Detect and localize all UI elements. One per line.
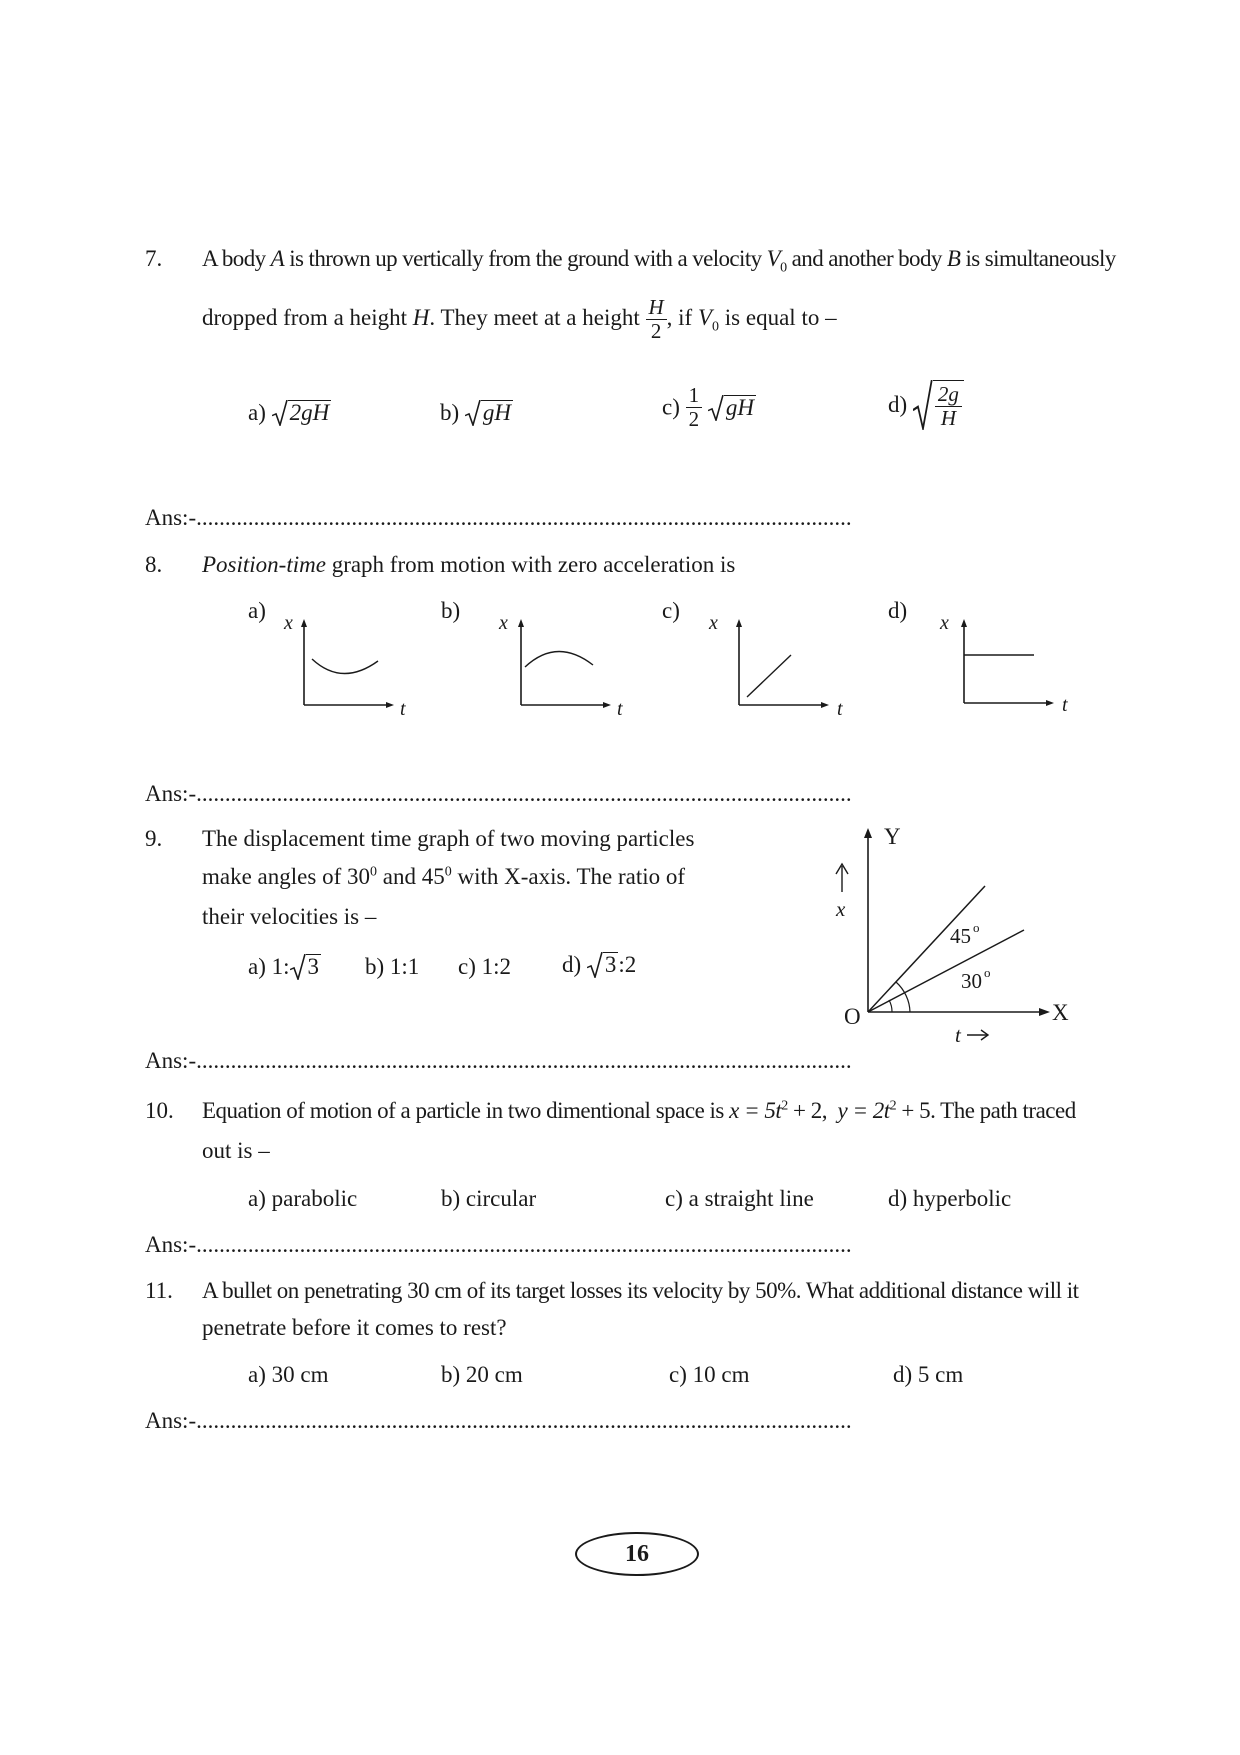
question-text-line-1: A bullet on penetrating 30 cm of its target losses its velocity by 50%. What additional distance will it: [202, 1278, 1079, 1303]
sqrt-symbol: gH: [708, 395, 756, 421]
option-b-label[interactable]: b): [441, 598, 461, 623]
question-number: 11.: [145, 1278, 173, 1303]
displacement-time-figure: [820, 822, 1080, 1042]
option-a[interactable]: a) 2gH: [248, 400, 330, 425]
angle-label-30: 30: [961, 969, 982, 993]
fraction-h-over-2: $\frac{H}{2}$: [646, 296, 667, 343]
degree-symbol: o: [973, 920, 980, 935]
axis-label-x: x: [284, 612, 293, 634]
page-number: 16: [575, 1532, 699, 1576]
answer-line: Ans:-..................................................................................................................: [145, 1048, 852, 1073]
option-c-label[interactable]: c): [662, 598, 680, 623]
option-c[interactable]: c) $\frac{1}{2}$ gH: [662, 383, 754, 432]
axis-label-t: t: [1062, 694, 1068, 715]
answer-line: Ans:-..................................................................................................................: [145, 505, 852, 530]
axis-label-Y: Y: [884, 824, 901, 849]
axis-label-t: t: [837, 698, 843, 715]
option-a[interactable]: a) 30 cm: [248, 1362, 329, 1387]
question-number: 8.: [145, 552, 163, 577]
axis-label-x: x: [836, 897, 846, 921]
question-number: 9.: [145, 826, 163, 851]
axis-label-t: t: [400, 698, 406, 715]
option-d[interactable]: d) $\frac{2g}{H}$: [888, 380, 964, 430]
axis-label-x: x: [940, 612, 949, 634]
option-c[interactable]: c) 1:2: [458, 954, 512, 979]
graph-d-horizontal-line: [930, 605, 1080, 715]
question-text-line-3: their velocities is –: [202, 904, 377, 929]
answer-line: Ans:-..................................................................................................................: [145, 781, 852, 806]
option-b[interactable]: b) 1:1: [365, 954, 420, 979]
degree-symbol: o: [984, 965, 991, 980]
question-text-line-1: Equation of motion of a particle in two dimentional space is $x = 5t^2 + 2$, $y = 2t^2 + 5$. The path traced: [202, 1098, 1076, 1123]
option-d[interactable]: d) 5 cm: [893, 1362, 964, 1387]
fraction-one-half: $\frac{1}{2}$: [686, 384, 703, 431]
question-text-line-1: The displacement time graph of two moving particles: [202, 826, 695, 851]
question-text-line-1: A body A is thrown up vertically from the ground with a velocity $V_0$ and another body B is simultaneously: [202, 246, 1116, 276]
answer-line: Ans:-..................................................................................................................: [145, 1408, 852, 1433]
option-b[interactable]: b) gH: [440, 400, 512, 425]
sqrt-symbol: [913, 380, 964, 430]
angle-label-45: 45: [950, 924, 971, 948]
graph-c-straight-line: [705, 605, 855, 715]
question-text-line-2: dropped from a height H. They meet at a height $\frac{H}{2}$ , if $V_0$ is equal to –: [202, 295, 837, 344]
sqrt-symbol: gH: [465, 400, 513, 426]
option-d-label[interactable]: d): [888, 598, 908, 623]
sqrt-symbol: 2gH: [272, 400, 332, 426]
sqrt-symbol: 3: [290, 954, 322, 980]
option-c[interactable]: c) 10 cm: [669, 1362, 750, 1387]
option-c[interactable]: c) a straight line: [665, 1186, 814, 1211]
question-number: 7.: [145, 246, 163, 271]
option-a[interactable]: a) 1: 3: [248, 954, 320, 979]
axis-label-x: x: [709, 612, 718, 634]
question-text: Position-time graph from motion with zero acceleration is: [202, 552, 736, 577]
option-a[interactable]: a) parabolic: [248, 1186, 358, 1211]
question-text-line-2: penetrate before it comes to rest?: [202, 1315, 507, 1340]
answer-line: Ans:-..................................................................................................................: [145, 1232, 852, 1257]
option-a-label[interactable]: a): [248, 598, 266, 623]
axis-label-t: t: [955, 1023, 961, 1042]
axis-label-X: X: [1052, 1000, 1069, 1025]
question-number: 10.: [145, 1098, 174, 1123]
option-d[interactable]: d) hyperbolic: [888, 1186, 1012, 1211]
option-b[interactable]: b) 20 cm: [441, 1362, 523, 1387]
option-b[interactable]: b) circular: [441, 1186, 537, 1211]
fraction-2g-over-h: $\frac{2g}{H}$: [935, 383, 962, 430]
axis-label-t: t: [617, 698, 623, 715]
sqrt-symbol: 3: [587, 952, 619, 978]
graph-a-concave-up: [270, 605, 420, 715]
question-text-line-2: out is –: [202, 1138, 270, 1163]
graph-b-concave-down: [487, 605, 637, 715]
axis-label-x: x: [499, 612, 508, 634]
origin-label-O: O: [844, 1004, 861, 1029]
option-d[interactable]: d) 3:2: [562, 952, 637, 977]
question-text-line-2: make angles of $30^0$ and $45^0$ with X-axis. The ratio of: [202, 864, 686, 889]
